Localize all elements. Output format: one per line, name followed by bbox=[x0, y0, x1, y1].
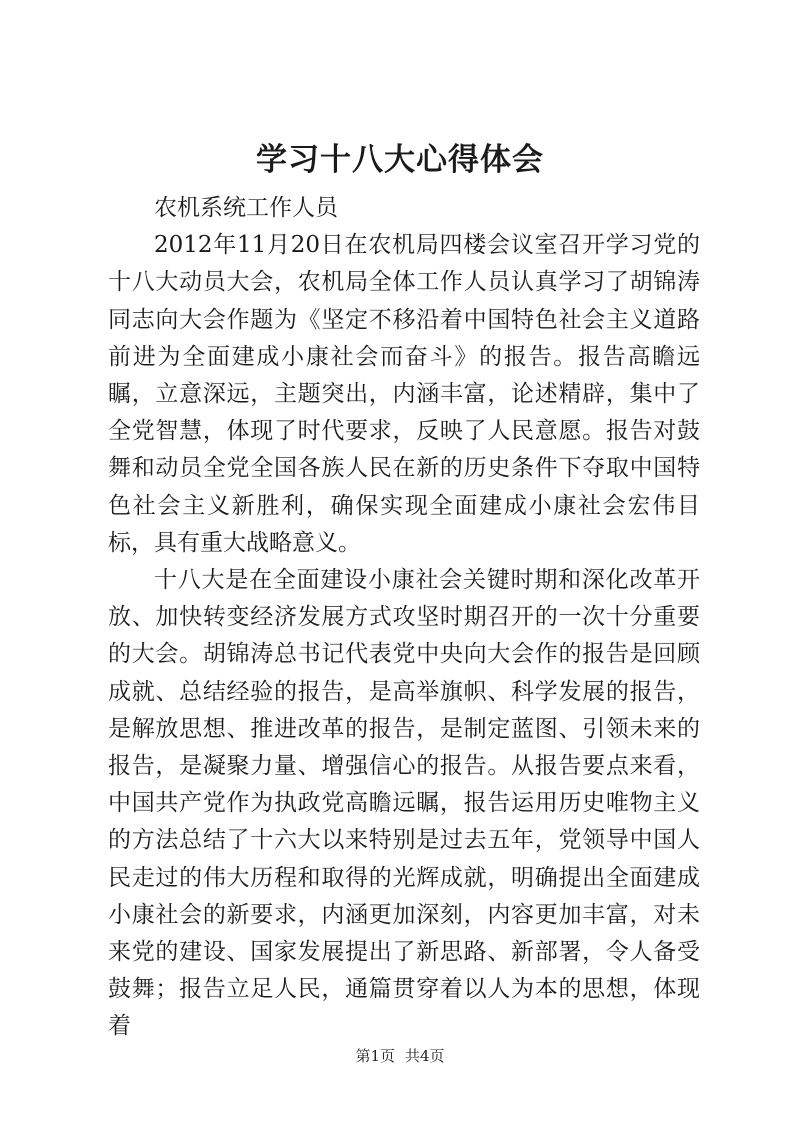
document-title: 学习十八大心得体会 bbox=[256, 142, 544, 178]
page-total: 共4页 bbox=[405, 1047, 445, 1065]
document-body bbox=[108, 190, 700, 1046]
paragraph-1: 2012年11月20日在农机局四楼会议室召开学习党的十八大动员大会，农机局全体工作人员认真学习了胡锦涛同志向大会作题为《坚定不移沿着中国特色社会主义道路前进为全面建成小康社会而奋斗》的报告。报告高瞻远瞩，立意深远，主题突出，内涵丰富，论述精辟，集中了全党智慧，体现了时代要求，反映了人民意愿。报告对鼓舞和动员全党全国各族人民在新的历史条件下夺取中国特色社会主义新胜利，确保实现全面建成小康社会宏伟目标，具有重大战略意义。 bbox=[108, 232, 700, 556]
page-footer bbox=[0, 1046, 800, 1066]
author-line: 农机系统工作人员 bbox=[154, 195, 338, 221]
paragraph-2: 十八大是在全面建设小康社会关键时期和深化改革开放、加快转变经济发展方式攻坚时期召开的一次十分重要的大会。胡锦涛总书记代表党中央向大会作的报告是回顾成就、总结经验的报告，是高举旗帜、科学发展的报告，是解放思想、推进改革的报告，是制定蓝图、引领未来的报告，是凝聚力量、增强信心的报告。从报告要点来看，中国共产党作为执政党高瞻远瞩，报告运用历史唯物主义的方法总结了十六大以来特别是过去五年，党领导中国人民走过的伟大历程和取得的光辉成就，明确提出全面建成小康社会的新要求，内涵更加深刻，内容更加丰富，对未来党的建设、国家发展提出了新思路、新部署，令人备受鼓舞；报告立足人民，通篇贯穿着以人为本的思想，体现着 bbox=[108, 567, 700, 1040]
page-number: 第1页 bbox=[355, 1047, 395, 1065]
